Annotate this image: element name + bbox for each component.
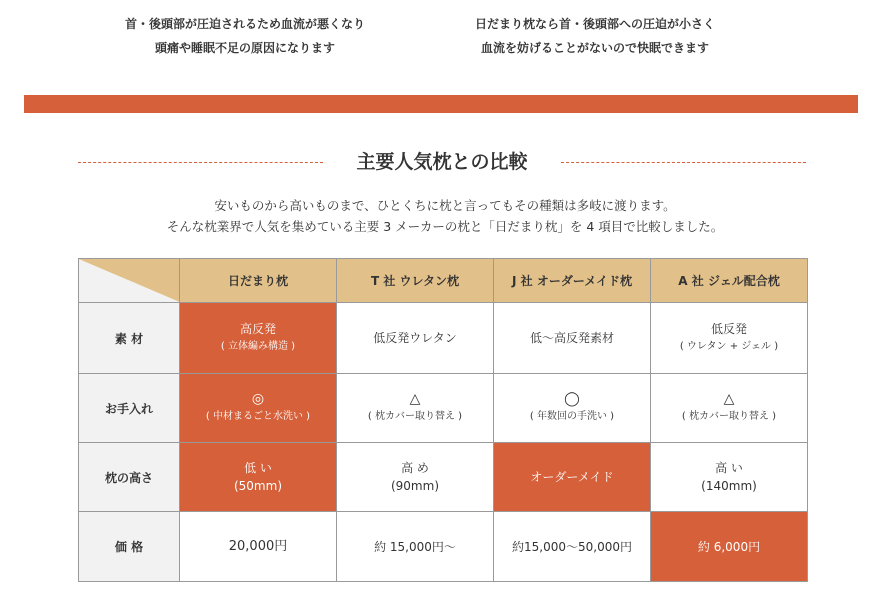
double-circle-mark-icon: ◎	[251, 391, 265, 407]
cell-sub-text: ( 枕カバー取り替え )	[681, 411, 777, 422]
intro-line-1: 安いものから高いものまで、ひとくちに枕と言ってもその種類は多岐に渡ります。	[214, 198, 676, 213]
row-label-care: お手入れ	[79, 374, 180, 443]
table-header-row	[79, 259, 808, 303]
corner-diagonal-shape	[79, 259, 180, 302]
table-row-material	[79, 303, 808, 374]
cell-care-t-company	[337, 374, 494, 443]
caption-right	[445, 12, 745, 60]
cell-main-text: 低 い	[244, 461, 272, 475]
cell-height-j-company	[494, 443, 651, 512]
caption-left	[95, 12, 395, 60]
caption-right-line-2: 血流を妨げることがないので快眠できます	[480, 41, 709, 55]
cell-price-j-company	[494, 512, 651, 582]
triangle-mark-icon: △	[409, 391, 421, 407]
cell-main-text: 高 い	[715, 461, 743, 475]
cell-care-hidamari	[180, 374, 337, 443]
cell-price-t-company	[337, 512, 494, 582]
cell-sub-text: (140mm)	[701, 479, 757, 493]
section-title: 主要人気枕との比較	[356, 151, 528, 173]
circle-mark-icon: ◯	[564, 391, 580, 407]
section-divider-band	[24, 95, 858, 113]
cell-care-a-company	[651, 374, 808, 443]
cell-main-text: オーダーメイド	[530, 470, 614, 484]
caption-right-line-1: 日だまり枕なら首・後頭部への圧迫が小さく	[474, 17, 715, 31]
row-label-price: 価 格	[79, 512, 180, 582]
cell-price-hidamari	[180, 512, 337, 582]
cell-material-a-company	[651, 303, 808, 374]
intro-line-2: そんな枕業界で人気を集めている主要 3 メーカーの枕と「日だまり枕」を 4 項目で比較しました。	[166, 219, 724, 234]
cell-height-a-company	[651, 443, 808, 512]
cell-main-text: 約 6,000円	[697, 539, 761, 554]
cell-price-a-company	[651, 512, 808, 582]
table-corner-cell	[79, 259, 180, 303]
heading-dashed-rule-left	[78, 162, 323, 163]
cell-main-text: 低反発ウレタン	[373, 331, 457, 345]
table-row-care	[79, 374, 808, 443]
cell-sub-text: ( 年数回の手洗い )	[529, 411, 615, 422]
row-label-height: 枕の高さ	[79, 443, 180, 512]
column-header-j-company: J 社 オーダーメイド枕	[494, 259, 651, 303]
cell-main-text: 高 め	[401, 461, 429, 475]
table-row-height	[79, 443, 808, 512]
column-header-t-company: T 社 ウレタン枕	[337, 259, 494, 303]
cell-main-text: 高反発	[239, 322, 276, 336]
cell-main-text: 低反発	[710, 322, 747, 336]
caption-left-line-2: 頭痛や睡眠不足の原因になります	[154, 41, 335, 55]
cell-height-t-company	[337, 443, 494, 512]
cell-material-t-company	[337, 303, 494, 374]
cell-main-text: 約 15,000円〜	[374, 539, 456, 554]
triangle-mark-icon: △	[723, 391, 735, 407]
heading-dashed-rule-right	[561, 162, 806, 163]
cell-sub-text: ( 立体編み構造 )	[220, 341, 296, 352]
cell-main-text: 約15,000〜50,000円	[512, 539, 632, 554]
cell-sub-text: ( ウレタン + ジェル )	[679, 341, 779, 352]
cell-main-text: 低〜高反発素材	[529, 331, 614, 345]
cell-sub-text: (50mm)	[233, 479, 282, 493]
cell-material-hidamari	[180, 303, 337, 374]
cell-sub-text: (90mm)	[390, 479, 439, 493]
row-label-material: 素 材	[79, 303, 180, 374]
cell-material-j-company	[494, 303, 651, 374]
cell-sub-text: ( 枕カバー取り替え )	[367, 411, 463, 422]
comparison-table	[78, 258, 808, 582]
column-header-a-company: A 社 ジェル配合枕	[651, 259, 808, 303]
section-heading	[78, 146, 806, 178]
cell-care-j-company	[494, 374, 651, 443]
intro-text	[60, 195, 830, 237]
cell-main-text: 20,000円	[228, 538, 288, 554]
cell-sub-text: ( 中材まるごと水洗い )	[205, 411, 311, 422]
table-row-price	[79, 512, 808, 582]
column-header-hidamari: 日だまり枕	[180, 259, 337, 303]
cell-height-hidamari	[180, 443, 337, 512]
caption-left-line-1: 首・後頭部が圧迫されるため血流が悪くなり	[124, 17, 365, 31]
